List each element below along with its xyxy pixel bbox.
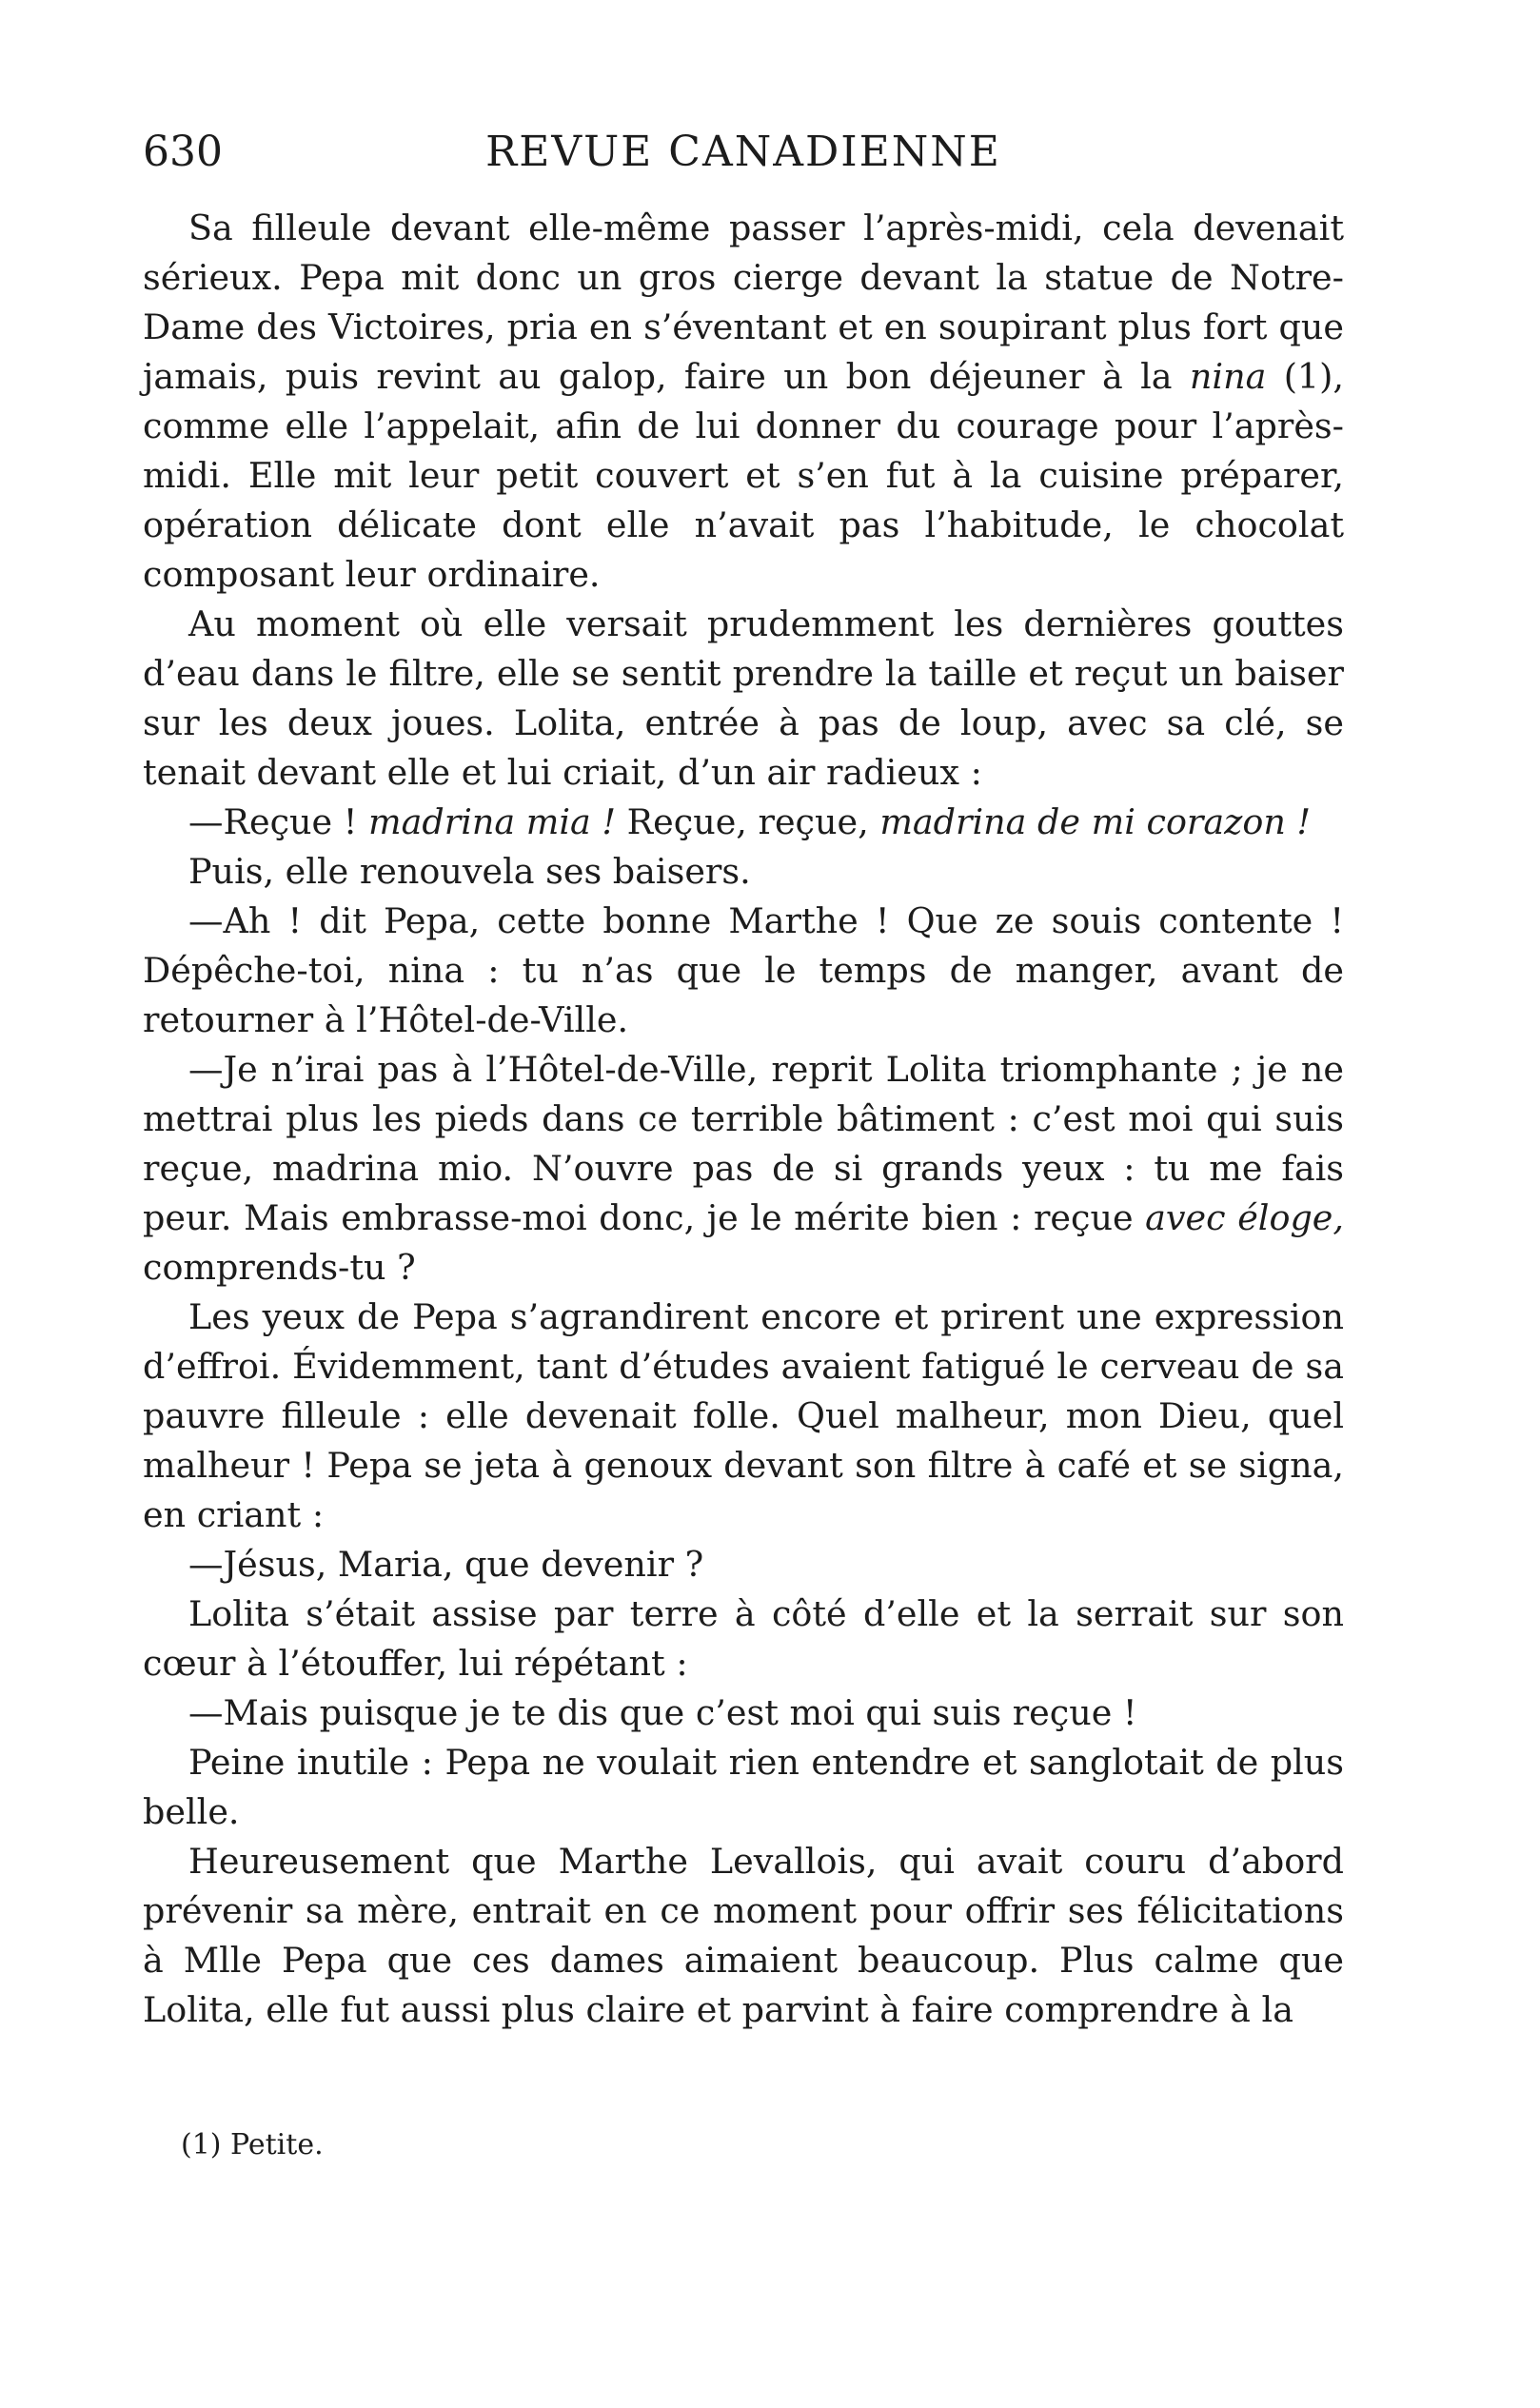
text-run: —Jésus, Maria, que devenir ? — [188, 1544, 704, 1585]
text-run: Puis, elle renouvela ses baisers. — [188, 851, 751, 892]
text-run: Les yeux de Pepa s’agrandirent encore et prirent une expression d’effroi. Évidemment, tant d’études avaient fatigué le cerveau de sa pauvre filleule : elle devenait folle. Quel malheur, mon Dieu, quel malheur ! Pepa se jeta à genoux devant son filtre à café et se signa, en criant : — [143, 1296, 1344, 1535]
paragraph — [143, 1540, 1344, 1589]
italic-text: madrina mia ! — [368, 801, 617, 842]
running-head: REVUE CANADIENNE — [485, 128, 1001, 176]
paragraph — [143, 1837, 1344, 2035]
paragraph — [143, 1589, 1344, 1688]
paragraph — [143, 1688, 1344, 1738]
text-run: (1), comme elle l’appelait, afin de lui donner du courage pour l’après-midi. Elle mit leur petit couvert et s’en fut à la cuisine préparer, opération délicate dont elle n’avait pas l’habitude, le chocolat composant leur ordinaire. — [143, 356, 1344, 595]
paragraph — [143, 798, 1344, 847]
paragraph — [143, 1045, 1344, 1293]
italic-text: avec éloge, — [1145, 1197, 1345, 1238]
paragraph — [143, 1293, 1344, 1540]
text-run: comprends-tu ? — [143, 1247, 416, 1288]
paragraph — [143, 204, 1344, 600]
page-header — [143, 122, 1344, 183]
italic-text: nina — [1189, 356, 1267, 397]
paragraph — [143, 600, 1344, 798]
text-run: Peine inutile : Pepa ne voulait rien entendre et sanglotait de plus belle. — [143, 1742, 1344, 1832]
page-number: 630 — [143, 128, 223, 176]
text-run: Reçue, reçue, — [616, 801, 880, 842]
text-run: Heureusement que Marthe Levallois, qui avait couru d’abord prévenir sa mère, entrait en ce moment pour offrir ses félicitations à Mlle Pepa que ces dames aimaient beaucoup. Plus calme que Lolita, elle fut aussi plus claire et parvint à faire comprendre à la — [143, 1841, 1344, 2030]
body-text — [143, 204, 1344, 2035]
text-run: Sa filleule devant elle-même passer l’après-midi, cela devenait sérieux. Pepa mit donc un gros cierge devant la statue de Notre-Dame des Victoires, pria en s’éventant et en soupirant plus fort que jamais, puis revint au galop, faire un bon déjeuner à la — [143, 207, 1344, 397]
text-run: Lolita s’était assise par terre à côté d’elle et la serrait sur son cœur à l’étouffer, lui répétant : — [143, 1593, 1344, 1684]
italic-text: madrina de mi corazon ! — [879, 801, 1312, 842]
text-run: —Ah ! dit Pepa, cette bonne Marthe ! Que ze souis contente ! Dépêche-toi, nina : tu n’as que le temps de manger, avant de retourner à l’Hôtel-de-Ville. — [143, 900, 1344, 1040]
text-run: Au moment où elle versait prudemment les dernières gouttes d’eau dans le filtre, elle se sentit prendre la taille et reçut un baiser sur les deux joues. Lolita, entrée à pas de loup, avec sa clé, se tenait devant elle et lui criait, d’un air radieux : — [143, 603, 1344, 793]
paragraph — [143, 1738, 1344, 1837]
footnote: (1) Petite. — [181, 2128, 324, 2161]
text-run: —Reçue ! — [188, 801, 369, 842]
paragraph — [143, 897, 1344, 1045]
text-run: —Mais puisque je te dis que c’est moi qui suis reçue ! — [188, 1692, 1137, 1733]
text-run: —Je n’irai pas à l’Hôtel-de-Ville, reprit Lolita triomphante ; je ne mettrai plus les pieds dans ce terrible bâtiment : c’est moi qui suis reçue, madrina mio. N’ouvre pas de si grands yeux : tu me fais peur. Mais embrasse-moi donc, je le mérite bien : reçue — [143, 1049, 1344, 1238]
paragraph — [143, 847, 1344, 897]
